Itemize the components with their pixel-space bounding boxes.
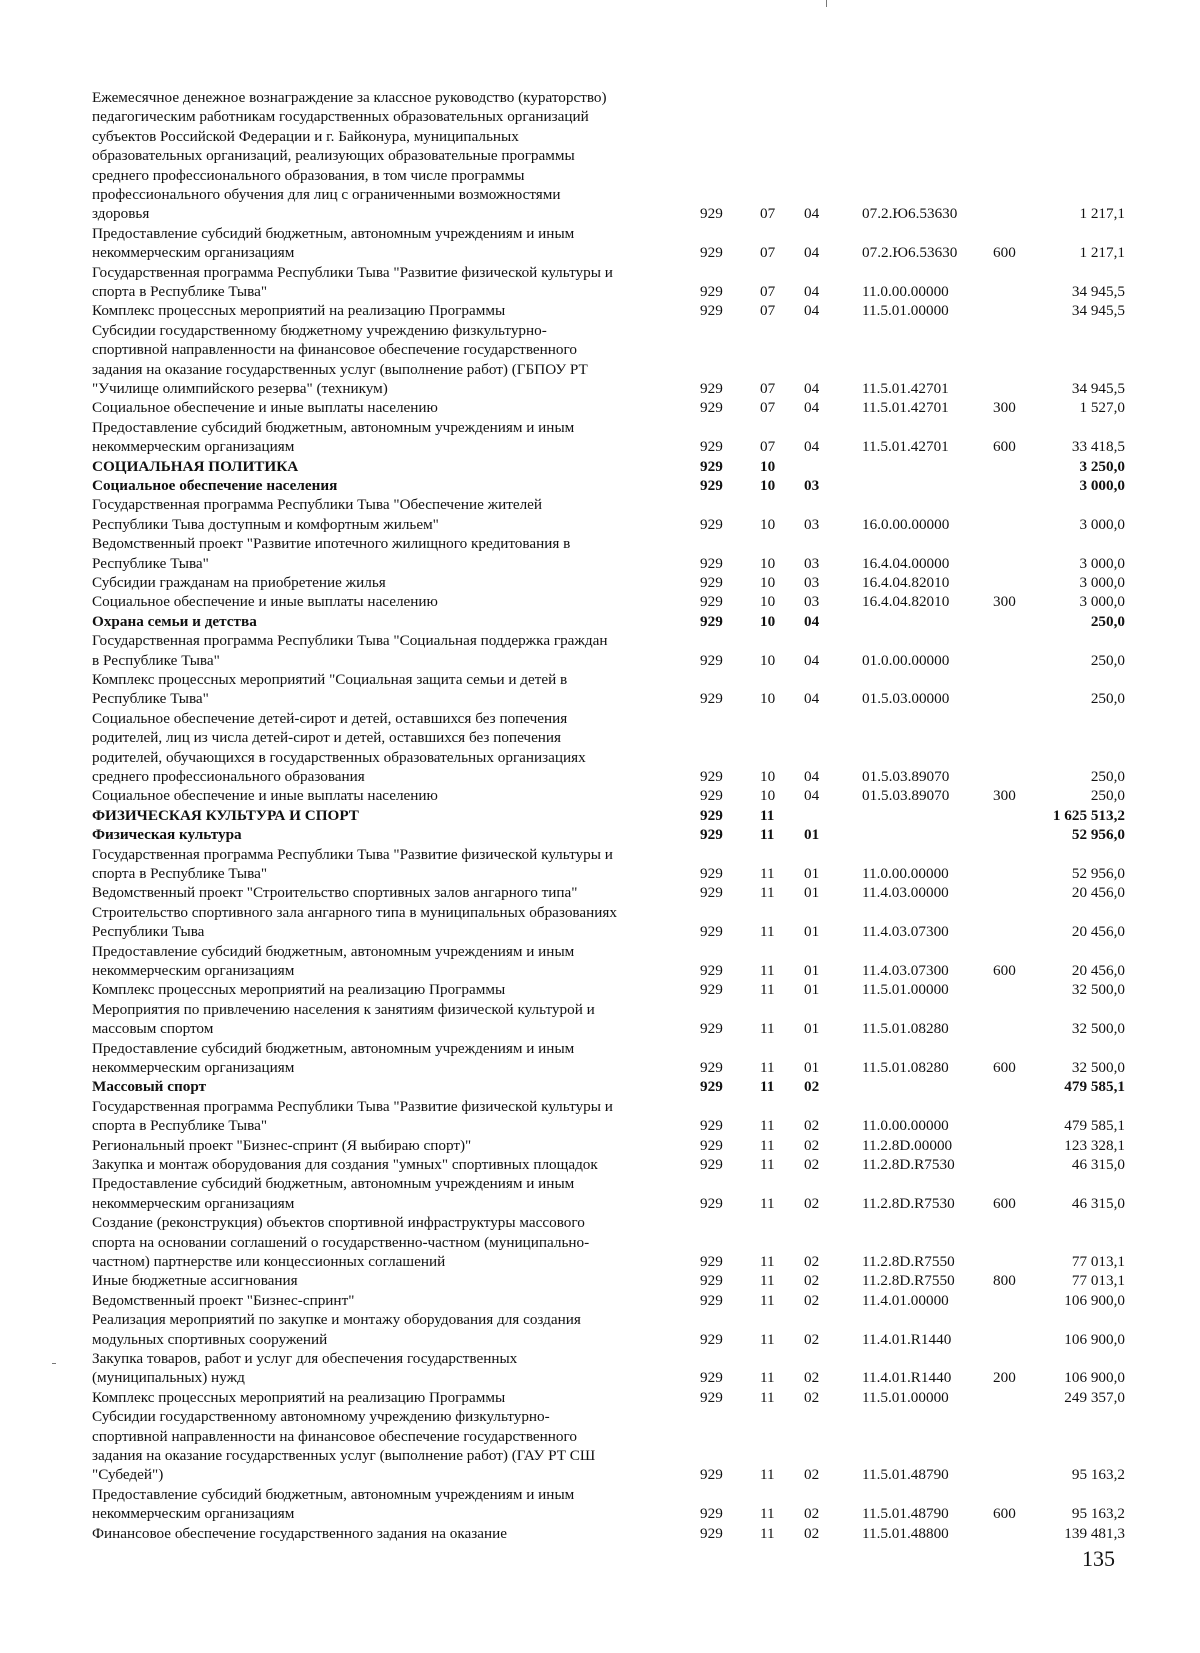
row-target-item: 11.5.01.42701	[862, 379, 949, 397]
row-subsection: 03	[804, 593, 820, 611]
table-row	[0, 1039, 1200, 1078]
row-grbs: 929	[700, 767, 723, 785]
row-amount: 250,0	[1090, 787, 1125, 805]
row-section: 10	[760, 767, 776, 785]
row-section: 07	[760, 205, 776, 223]
row-subsection: 04	[804, 787, 820, 805]
row-section: 11	[760, 1330, 775, 1348]
row-grbs: 929	[700, 593, 723, 611]
row-section: 10	[760, 651, 776, 669]
row-grbs: 929	[700, 1466, 723, 1484]
row-subsection: 02	[804, 1117, 820, 1135]
row-amount: 33 418,5	[1071, 438, 1125, 456]
row-section: 07	[760, 302, 776, 320]
row-subsection: 02	[804, 1330, 820, 1348]
row-target-item: 16.0.00.00000	[862, 515, 950, 533]
row-target-item: 01.5.03.89070	[862, 767, 950, 785]
row-grbs: 929	[700, 438, 723, 456]
table-row	[0, 825, 1200, 844]
row-amount: 249 357,0	[1064, 1388, 1125, 1406]
row-section: 11	[760, 1369, 775, 1387]
row-amount: 46 315,0	[1071, 1194, 1125, 1212]
row-section: 11	[760, 1524, 775, 1542]
row-subsection: 03	[804, 476, 820, 494]
row-target-item: 11.5.01.08280	[862, 1020, 949, 1038]
table-row	[0, 709, 1200, 787]
row-expense-type: 600	[993, 1505, 1016, 1523]
table-row	[0, 1407, 1200, 1485]
row-target-item: 11.5.01.48790	[862, 1505, 949, 1523]
row-grbs: 929	[700, 282, 723, 300]
row-name: Комплекс процессных мероприятий на реализацию Программы	[92, 302, 506, 320]
row-name: Социальное обеспечение и иные выплаты населению	[92, 787, 438, 805]
row-subsection: 03	[804, 515, 820, 533]
row-name: Субсидии государственному бюджетному учреждению физкультурно- спортивной направленности на финансовое обеспечение государственного задания на оказание государственных услуг (выполнение работ) (ГБПОУ РТ "Училище олимпийского резерва" (техникум)	[92, 321, 588, 398]
row-grbs: 929	[700, 1058, 723, 1076]
row-subsection: 03	[804, 573, 820, 591]
row-grbs: 929	[700, 651, 723, 669]
row-subsection: 01	[804, 864, 820, 882]
row-amount: 3 000,0	[1079, 573, 1125, 591]
table-row	[0, 806, 1200, 825]
row-target-item: 07.2.Ю6.53630	[862, 244, 958, 262]
row-section: 11	[760, 1466, 775, 1484]
row-grbs: 929	[700, 884, 723, 902]
table-row	[0, 88, 1200, 224]
row-name: Комплекс процессных мероприятий на реализацию Программы	[92, 981, 506, 999]
row-grbs: 929	[700, 1369, 723, 1387]
row-name: СОЦИАЛЬНАЯ ПОЛИТИКА	[92, 457, 299, 475]
table-row	[0, 883, 1200, 902]
table-row	[0, 418, 1200, 457]
row-section: 11	[760, 1155, 775, 1173]
row-section: 10	[760, 457, 776, 475]
row-section: 10	[760, 612, 776, 630]
row-expense-type: 600	[993, 961, 1016, 979]
row-name: Создание (реконструкция) объектов спортивной инфраструктуры массового спорта на основании соглашений о государственно-частном (муниципально- частном) партнерстве или концессионных соглашений	[92, 1214, 590, 1270]
row-grbs: 929	[700, 826, 723, 844]
row-target-item: 11.2.8D.R7530	[862, 1155, 955, 1173]
row-subsection: 02	[804, 1078, 820, 1096]
row-name: Физическая культура	[92, 826, 242, 844]
table-row	[0, 903, 1200, 942]
row-section: 11	[760, 961, 775, 979]
table-row	[0, 398, 1200, 417]
row-section: 11	[760, 1117, 775, 1135]
row-amount: 77 013,1	[1071, 1272, 1125, 1290]
row-expense-type: 300	[993, 399, 1016, 417]
row-name: Предоставление субсидий бюджетным, автономным учреждениям и иным некоммерческим организациям	[92, 418, 575, 456]
row-target-item: 11.5.01.00000	[862, 1388, 949, 1406]
row-subsection: 01	[804, 981, 820, 999]
row-amount: 3 000,0	[1079, 593, 1125, 611]
row-name: Социальное обеспечение и иные выплаты населению	[92, 593, 438, 611]
row-section: 10	[760, 515, 776, 533]
table-row	[0, 1077, 1200, 1096]
row-section: 11	[760, 1252, 775, 1270]
row-section: 10	[760, 573, 776, 591]
row-subsection: 04	[804, 379, 820, 397]
row-grbs: 929	[700, 244, 723, 262]
table-row	[0, 573, 1200, 592]
row-target-item: 11.0.00.00000	[862, 864, 949, 882]
row-amount: 1 217,1	[1079, 244, 1125, 262]
row-target-item: 11.5.01.48800	[862, 1524, 949, 1542]
row-name: Ведомственный проект "Строительство спортивных залов ангарного типа"	[92, 884, 578, 902]
row-section: 11	[760, 981, 775, 999]
table-row	[0, 457, 1200, 476]
row-amount: 77 013,1	[1071, 1252, 1125, 1270]
row-name: Предоставление субсидий бюджетным, автономным учреждениям и иным некоммерческим организациям	[92, 1039, 575, 1076]
row-subsection: 02	[804, 1466, 820, 1484]
row-target-item: 11.0.00.00000	[862, 1117, 949, 1135]
row-amount: 1 625 513,2	[1052, 806, 1125, 824]
row-section: 10	[760, 476, 776, 494]
table-row	[0, 631, 1200, 670]
row-name: Государственная программа Республики Тыва "Развитие физической культуры и спорта в Республике Тыва"	[92, 845, 613, 882]
row-name: Иные бюджетные ассигнования	[92, 1272, 298, 1290]
row-name: Комплекс процессных мероприятий "Социальная защита семьи и детей в Республике Тыва"	[92, 671, 568, 708]
row-subsection: 02	[804, 1155, 820, 1173]
row-amount: 3 000,0	[1079, 476, 1125, 494]
row-section: 10	[760, 787, 776, 805]
row-subsection: 04	[804, 399, 820, 417]
row-grbs: 929	[700, 1291, 723, 1309]
row-expense-type: 300	[993, 787, 1016, 805]
table-row	[0, 1136, 1200, 1155]
row-amount: 52 956,0	[1071, 826, 1125, 844]
row-amount: 3 250,0	[1079, 457, 1125, 475]
row-subsection: 01	[804, 884, 820, 902]
table-row	[0, 1291, 1200, 1310]
row-expense-type: 600	[993, 1058, 1016, 1076]
row-grbs: 929	[700, 690, 723, 708]
row-target-item: 11.2.8D.00000	[862, 1136, 953, 1154]
row-grbs: 929	[700, 806, 723, 824]
row-subsection: 02	[804, 1505, 820, 1523]
row-target-item: 11.2.8D.R7530	[862, 1194, 955, 1212]
row-amount: 32 500,0	[1071, 1020, 1125, 1038]
table-row	[0, 1271, 1200, 1290]
row-name: Социальное обеспечение детей-сирот и детей, оставшихся без попечения родителей, лиц из числа детей-сирот и детей, оставшихся без попечения родителей, обучающихся в государственных образовательных организациях среднего профессионального образования	[92, 709, 586, 786]
row-name: Социальное обеспечение и иные выплаты населению	[92, 399, 438, 417]
table-row	[0, 1000, 1200, 1039]
row-grbs: 929	[700, 515, 723, 533]
row-grbs: 929	[700, 612, 723, 630]
row-grbs: 929	[700, 1155, 723, 1173]
table-row	[0, 1213, 1200, 1271]
row-subsection: 02	[804, 1388, 820, 1406]
row-subsection: 01	[804, 923, 820, 941]
row-name: Государственная программа Республики Тыва "Обеспечение жителей Республики Тыва доступным и комфортным жильем"	[92, 496, 543, 533]
row-subsection: 02	[804, 1272, 820, 1290]
row-grbs: 929	[700, 476, 723, 494]
row-grbs: 929	[700, 205, 723, 223]
row-section: 11	[760, 1058, 775, 1076]
table-row	[0, 612, 1200, 631]
row-name: Субсидии государственному автономному учреждению физкультурно- спортивной направленности на финансовое обеспечение государственного задания на оказание государственных услуг (выполнение работ) (ГАУ РТ СШ "Субедей")	[92, 1408, 596, 1484]
row-subsection: 02	[804, 1524, 820, 1542]
table-row	[0, 495, 1200, 534]
row-target-item: 11.5.01.42701	[862, 438, 949, 456]
row-grbs: 929	[700, 1078, 723, 1096]
row-target-item: 11.5.01.42701	[862, 399, 949, 417]
row-section: 11	[760, 1020, 775, 1038]
row-name: Мероприятия по привлечению населения к занятиям физической культурой и массовым спортом	[92, 1000, 595, 1038]
table-row	[0, 1155, 1200, 1174]
row-target-item: 16.4.04.82010	[862, 593, 950, 611]
row-target-item: 11.4.01.00000	[862, 1291, 949, 1309]
row-target-item: 11.5.01.08280	[862, 1058, 949, 1076]
row-subsection: 02	[804, 1136, 820, 1154]
row-section: 11	[760, 1291, 775, 1309]
row-expense-type: 600	[993, 438, 1016, 456]
row-grbs: 929	[700, 864, 723, 882]
row-target-item: 11.5.01.48790	[862, 1466, 949, 1484]
row-amount: 479 585,1	[1064, 1078, 1125, 1096]
row-grbs: 929	[700, 573, 723, 591]
row-target-item: 11.4.01.R1440	[862, 1330, 952, 1348]
row-target-item: 16.4.04.00000	[862, 554, 950, 572]
row-grbs: 929	[700, 399, 723, 417]
row-subsection: 01	[804, 1020, 820, 1038]
table-row	[0, 1174, 1200, 1213]
row-section: 11	[760, 826, 775, 844]
row-expense-type: 200	[993, 1369, 1016, 1387]
row-amount: 479 585,1	[1064, 1117, 1125, 1135]
row-grbs: 929	[700, 1252, 723, 1270]
row-name: Закупка товаров, работ и услуг для обеспечения государственных (муниципальных) нужд	[92, 1350, 518, 1387]
row-amount: 106 900,0	[1064, 1291, 1125, 1309]
row-target-item: 11.0.00.00000	[862, 282, 949, 300]
table-row	[0, 1524, 1200, 1543]
row-name: Предоставление субсидий бюджетным, автономным учреждениям и иным некоммерческим организациям	[92, 1485, 575, 1523]
row-name: Финансовое обеспечение государственного задания на оказание	[92, 1524, 507, 1542]
row-name: Предоставление субсидий бюджетным, автономным учреждениям и иным некоммерческим организациям	[92, 224, 575, 262]
row-subsection: 04	[804, 302, 820, 320]
row-target-item: 11.4.03.07300	[862, 961, 949, 979]
table-row	[0, 476, 1200, 495]
row-grbs: 929	[700, 379, 723, 397]
table-row	[0, 942, 1200, 981]
row-amount: 250,0	[1090, 767, 1125, 785]
row-amount: 34 945,5	[1071, 302, 1125, 320]
row-grbs: 929	[700, 554, 723, 572]
row-name: Реализация мероприятий по закупке и монтажу оборудования для создания модульных спортивных сооружений	[92, 1311, 581, 1348]
row-name: Ведомственный проект "Развитие ипотечного жилищного кредитования в Республике Тыва"	[92, 535, 571, 572]
row-grbs: 929	[700, 1330, 723, 1348]
row-grbs: 929	[700, 787, 723, 805]
row-name: Государственная программа Республики Тыва "Развитие физической культуры и спорта в Республике Тыва"	[92, 1097, 613, 1135]
row-target-item: 16.4.04.82010	[862, 573, 950, 591]
row-name: Государственная программа Республики Тыва "Развитие физической культуры и спорта в Республике Тыва"	[92, 263, 613, 300]
row-target-item: 01.5.03.89070	[862, 787, 950, 805]
row-target-item: 11.4.03.00000	[862, 884, 949, 902]
row-subsection: 04	[804, 205, 820, 223]
row-amount: 46 315,0	[1071, 1155, 1125, 1173]
table-row	[0, 670, 1200, 709]
row-name: Социальное обеспечение населения	[92, 477, 338, 494]
row-grbs: 929	[700, 457, 723, 475]
row-amount: 1 217,1	[1079, 205, 1125, 223]
row-section: 11	[760, 806, 775, 824]
row-target-item: 11.2.8D.R7550	[862, 1252, 955, 1270]
row-name: Предоставление субсидий бюджетным, автономным учреждениям и иным некоммерческим организациям	[92, 942, 575, 979]
row-name: Комплекс процессных мероприятий на реализацию Программы	[92, 1388, 506, 1406]
row-grbs: 929	[700, 1505, 723, 1523]
row-grbs: 929	[700, 302, 723, 320]
row-name: Закупка и монтаж оборудования для создания "умных" спортивных площадок	[92, 1156, 598, 1173]
row-amount: 52 956,0	[1071, 864, 1125, 882]
row-grbs: 929	[700, 961, 723, 979]
row-expense-type: 800	[993, 1272, 1016, 1290]
row-amount: 34 945,5	[1071, 379, 1125, 397]
row-section: 11	[760, 1388, 775, 1406]
row-subsection: 02	[804, 1252, 820, 1270]
row-grbs: 929	[700, 1272, 723, 1290]
table-row	[0, 534, 1200, 573]
row-name: Строительство спортивного зала ангарного типа в муниципальных образованиях Республики Тыва	[92, 903, 617, 941]
row-amount: 250,0	[1090, 690, 1125, 708]
row-amount: 250,0	[1090, 612, 1125, 630]
row-expense-type: 300	[993, 593, 1016, 611]
row-subsection: 04	[804, 438, 820, 456]
row-subsection: 01	[804, 1058, 820, 1076]
row-grbs: 929	[700, 1194, 723, 1212]
row-name: Региональный проект "Бизнес-спринт (Я выбираю спорт)"	[92, 1136, 472, 1154]
row-amount: 95 163,2	[1071, 1505, 1125, 1523]
row-target-item: 11.4.01.R1440	[862, 1369, 952, 1387]
row-expense-type: 600	[993, 244, 1016, 262]
table-row	[0, 224, 1200, 263]
table-row	[0, 1485, 1200, 1524]
row-target-item: 11.4.03.07300	[862, 923, 949, 941]
row-subsection: 04	[804, 244, 820, 262]
table-row	[0, 1349, 1200, 1388]
row-grbs: 929	[700, 1117, 723, 1135]
row-section: 11	[760, 1078, 775, 1096]
row-section: 07	[760, 379, 776, 397]
row-section: 11	[760, 923, 775, 941]
row-expense-type: 600	[993, 1194, 1016, 1212]
row-grbs: 929	[700, 1388, 723, 1406]
row-amount: 3 000,0	[1079, 554, 1125, 572]
row-amount: 106 900,0	[1064, 1330, 1125, 1348]
row-amount: 139 481,3	[1064, 1524, 1125, 1542]
row-name: Субсидии гражданам на приобретение жилья	[92, 574, 386, 591]
row-amount: 3 000,0	[1079, 515, 1125, 533]
table-row	[0, 1310, 1200, 1349]
row-amount: 106 900,0	[1064, 1369, 1125, 1387]
row-subsection: 04	[804, 690, 820, 708]
row-section: 10	[760, 690, 776, 708]
row-subsection: 04	[804, 282, 820, 300]
row-amount: 95 163,2	[1071, 1466, 1125, 1484]
row-name: Ежемесячное денежное вознаграждение за классное руководство (кураторство) педагогическим работникам государственных образовательных организаций субъектов Российской Федерации и г. Байконура, муниципальных образовательных организаций, реализующих образовательные программы среднего профессионального образования, в том числе программы профессионального обучения для лиц с ограниченными возможностями здоровья	[92, 89, 607, 223]
row-amount: 32 500,0	[1071, 1058, 1125, 1076]
row-target-item: 11.2.8D.R7550	[862, 1272, 955, 1290]
table-row	[0, 1388, 1200, 1407]
row-amount: 20 456,0	[1071, 961, 1125, 979]
row-grbs: 929	[700, 1020, 723, 1038]
row-subsection: 02	[804, 1194, 820, 1212]
row-target-item: 11.5.01.00000	[862, 981, 949, 999]
row-section: 10	[760, 593, 776, 611]
table-row	[0, 321, 1200, 399]
row-section: 11	[760, 864, 775, 882]
row-target-item: 01.5.03.00000	[862, 690, 950, 708]
row-section: 11	[760, 1272, 775, 1290]
row-amount: 123 328,1	[1064, 1136, 1125, 1154]
row-grbs: 929	[700, 1136, 723, 1154]
table-row	[0, 845, 1200, 884]
row-name: Массовый спорт	[92, 1078, 207, 1096]
row-target-item: 11.5.01.00000	[862, 302, 949, 320]
table-row	[0, 980, 1200, 999]
row-amount: 20 456,0	[1071, 884, 1125, 902]
row-grbs: 929	[700, 1524, 723, 1542]
table-row	[0, 301, 1200, 320]
row-subsection: 04	[804, 612, 820, 630]
row-section: 07	[760, 399, 776, 417]
row-section: 11	[760, 1194, 775, 1212]
row-target-item: 07.2.Ю6.53630	[862, 205, 958, 223]
row-name: Предоставление субсидий бюджетным, автономным учреждениям и иным некоммерческим организациям	[92, 1175, 575, 1212]
row-amount: 20 456,0	[1071, 923, 1125, 941]
row-subsection: 01	[804, 961, 820, 979]
row-name: Государственная программа Республики Тыва "Социальная поддержка граждан в Республике Тыва"	[92, 632, 608, 669]
row-subsection: 03	[804, 554, 820, 572]
row-subsection: 04	[804, 767, 820, 785]
table-row	[0, 1097, 1200, 1136]
row-name: Ведомственный проект "Бизнес-спринт"	[92, 1291, 355, 1309]
row-section: 07	[760, 244, 776, 262]
row-grbs: 929	[700, 923, 723, 941]
row-section: 11	[760, 1136, 775, 1154]
row-grbs: 929	[700, 981, 723, 999]
row-subsection: 02	[804, 1369, 820, 1387]
row-amount: 34 945,5	[1071, 282, 1125, 300]
row-name: ФИЗИЧЕСКАЯ КУЛЬТУРА И СПОРТ	[92, 806, 359, 824]
row-section: 10	[760, 554, 776, 572]
row-subsection: 04	[804, 651, 820, 669]
row-amount: 250,0	[1090, 651, 1125, 669]
table-row	[0, 263, 1200, 302]
row-subsection: 02	[804, 1291, 820, 1309]
scan-mark	[826, 0, 827, 7]
row-subsection: 01	[804, 826, 820, 844]
table-row	[0, 786, 1200, 805]
row-amount: 1 527,0	[1079, 399, 1125, 417]
row-target-item: 01.0.00.00000	[862, 651, 950, 669]
row-section: 11	[760, 884, 775, 902]
row-section: 11	[760, 1505, 775, 1523]
row-name: Охрана семьи и детства	[92, 612, 257, 630]
row-section: 07	[760, 282, 776, 300]
row-section: 07	[760, 438, 776, 456]
row-amount: 32 500,0	[1071, 981, 1125, 999]
table-row	[0, 592, 1200, 611]
page-number: 135	[1082, 1546, 1115, 1571]
